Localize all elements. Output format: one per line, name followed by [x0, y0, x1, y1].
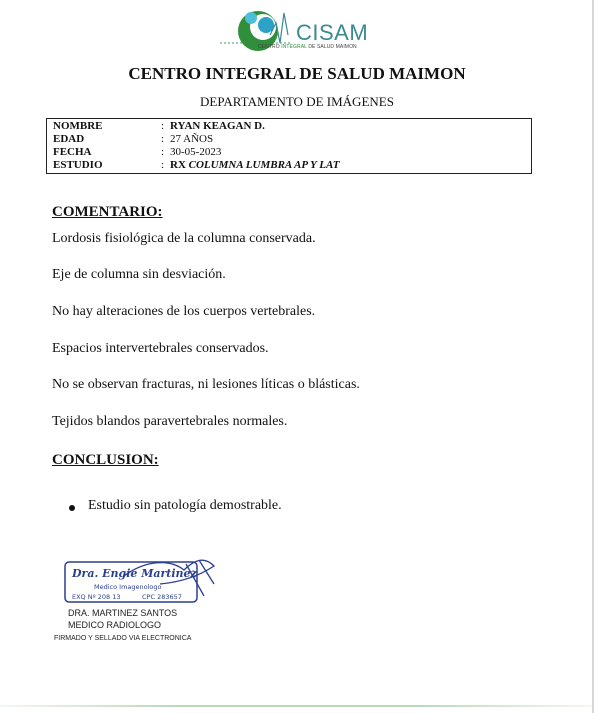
study-label: ESTUDIO [53, 159, 103, 171]
comment-line: Eje de columna sin desviación. [52, 267, 226, 282]
page-title: CENTRO INTEGRAL DE SALUD MAIMON [128, 64, 466, 83]
conclusion-heading: CONCLUSION: [52, 452, 159, 468]
age-label: EDAD [53, 133, 85, 145]
signature-title: MEDICO RADIOLOGO [68, 620, 162, 630]
bullet-icon [69, 505, 75, 511]
separator: : [161, 120, 165, 132]
signature-note: FIRMADO Y SELLADO VIA ELECTRONICA [54, 635, 192, 642]
comment-line: Lordosis fisiológica de la columna conservada. [52, 231, 316, 246]
svg-text:CPC 283657: CPC 283657 [142, 593, 182, 601]
study-value: RX COLUMNA LUMBRA AP Y LAT [170, 159, 340, 171]
logo-brand: CISAM [296, 20, 369, 45]
footer-divider [0, 705, 594, 707]
date-label: FECHA [53, 146, 92, 158]
svg-text:EXQ Nº 208 13: EXQ Nº 208 13 [72, 593, 121, 601]
comment-line: No se observan fracturas, ni lesiones líticas o blásticas. [52, 377, 360, 392]
age-value: 27 AÑOS [170, 133, 214, 145]
comment-line: Espacios intervertebrales conservados. [52, 341, 269, 356]
patient-info-box [46, 118, 532, 174]
comment-heading: COMENTARIO: [52, 204, 163, 220]
separator: : [161, 159, 165, 171]
name-label: NOMBRE [53, 120, 103, 132]
comment-line: No hay alteraciones de los cuerpos vertebrales. [52, 304, 316, 319]
svg-text:Medico Imagenologo: Medico Imagenologo [94, 583, 162, 591]
doctor-stamp [64, 556, 234, 608]
comment-line: Tejidos blandos paravertebrales normales. [52, 414, 288, 429]
svg-text:Dra. Engie Martinez: Dra. Engie Martinez [72, 567, 197, 580]
name-value: RYAN KEAGAN D. [170, 120, 265, 132]
signature-name: DRA. MARTINEZ SANTOS [68, 608, 178, 618]
separator: : [161, 146, 165, 158]
conclusion-text: Estudio sin patología demostrable. [88, 498, 282, 513]
date-value: 30-05-2023 [170, 146, 222, 158]
department-name: DEPARTAMENTO DE IMÁGENES [200, 94, 394, 109]
separator: : [161, 133, 165, 145]
logo-subtitle: CENTRO INTEGRAL DE SALUD MAIMON [258, 44, 357, 50]
